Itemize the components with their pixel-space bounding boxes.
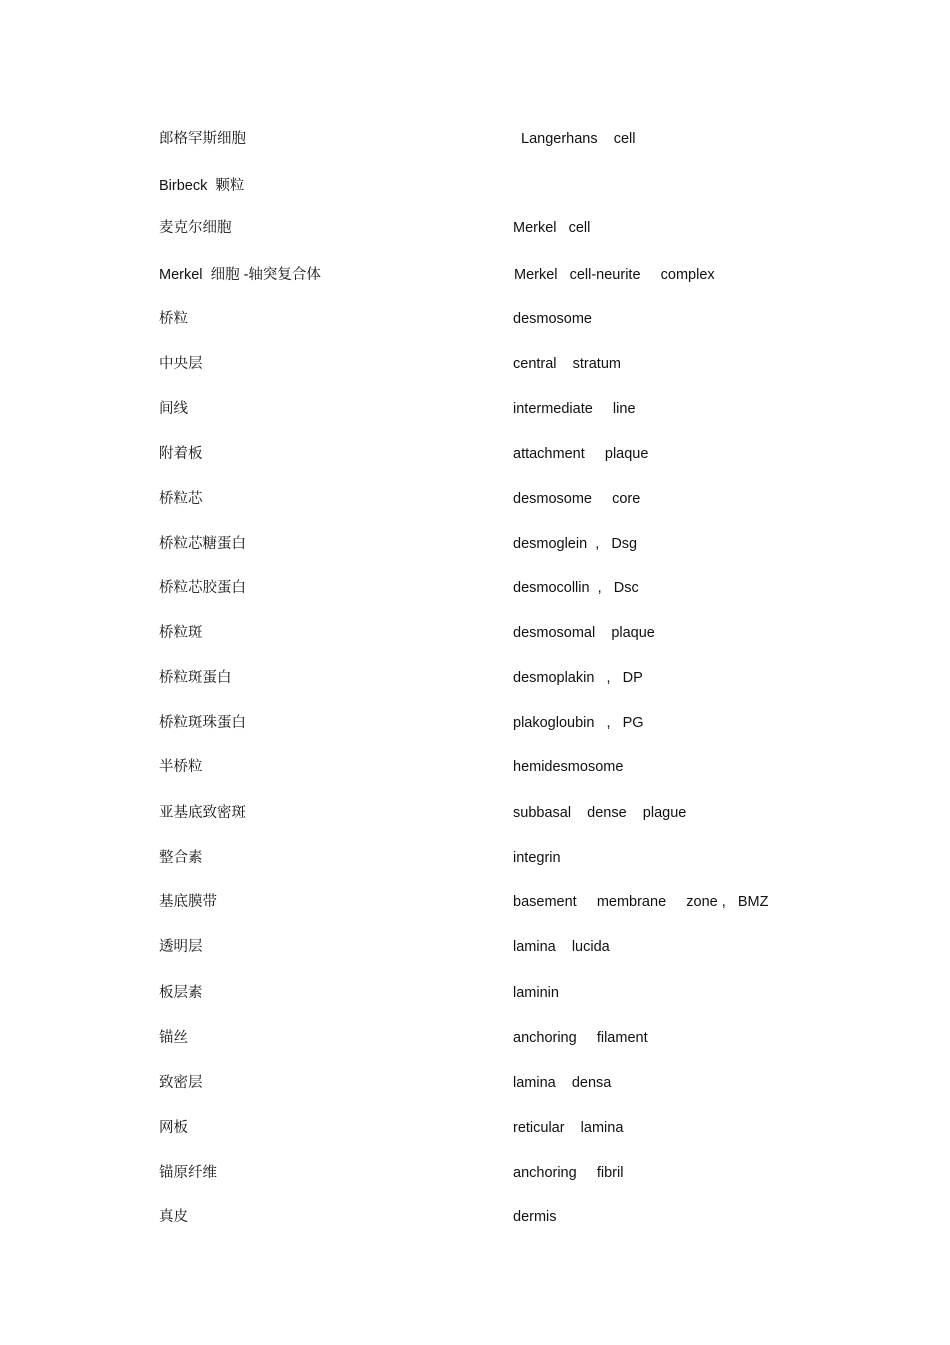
glossary-row: [0, 397, 950, 421]
english-term: hemidesmosome: [513, 759, 624, 775]
chinese-term: 桥粒斑珠蛋白: [159, 715, 246, 731]
english-term: attachment plaque: [513, 446, 649, 462]
english-term: lamina densa: [513, 1075, 612, 1091]
chinese-term: 间线: [159, 401, 188, 417]
english-term: desmosome core: [513, 491, 641, 507]
glossary-row: [0, 174, 950, 198]
glossary-row: [0, 935, 950, 959]
glossary-row: [0, 981, 950, 1005]
glossary-row: [0, 127, 950, 151]
english-term: Langerhans cell: [521, 131, 636, 147]
english-term: desmoglein , Dsg: [513, 536, 638, 552]
glossary-row: [0, 442, 950, 466]
english-term: laminin: [513, 985, 559, 1001]
english-term: lamina lucida: [513, 939, 610, 955]
glossary-row: [0, 1026, 950, 1050]
glossary-row: [0, 216, 950, 240]
english-term: Merkel cell: [513, 220, 591, 236]
chinese-term: 真皮: [159, 1209, 188, 1225]
english-term: desmocollin , Dsc: [513, 580, 639, 596]
chinese-term: 板层素: [159, 985, 203, 1001]
english-term: anchoring fibril: [513, 1165, 624, 1181]
chinese-term: 整合素: [159, 850, 203, 866]
glossary-row: [0, 666, 950, 690]
chinese-term: 桥粒斑: [159, 625, 203, 641]
chinese-term: 桥粒芯: [159, 491, 203, 507]
chinese-term: 桥粒: [159, 311, 188, 327]
english-term: anchoring filament: [513, 1030, 648, 1046]
chinese-term: 透明层: [159, 939, 203, 955]
english-term: basement membrane zone , BMZ: [513, 894, 769, 910]
chinese-term: 致密层: [159, 1075, 203, 1091]
english-term: dermis: [513, 1209, 557, 1225]
chinese-term: 半桥粒: [159, 759, 203, 775]
chinese-term: 郎格罕斯细胞: [159, 131, 246, 147]
glossary-row: [0, 846, 950, 870]
glossary-row: [0, 1205, 950, 1229]
english-term: central stratum: [513, 356, 621, 372]
chinese-term: 桥粒芯糖蛋白: [159, 536, 246, 552]
english-term: plakogloubin , PG: [513, 715, 644, 731]
english-term: intermediate line: [513, 401, 636, 417]
english-term: desmoplakin , DP: [513, 670, 643, 686]
glossary-row: [0, 307, 950, 331]
chinese-term: 麦克尔细胞: [159, 220, 232, 236]
chinese-term: Merkel 细胞 -轴突复合体: [159, 267, 321, 283]
chinese-term: 锚丝: [159, 1030, 188, 1046]
chinese-term: 亚基底致密斑: [159, 805, 246, 821]
glossary-row: [0, 263, 950, 287]
glossary-row: [0, 801, 950, 825]
english-term: desmosomal plaque: [513, 625, 655, 641]
chinese-term: 桥粒芯胶蛋白: [159, 580, 246, 596]
glossary-row: [0, 532, 950, 556]
chinese-term: Birbeck 颗粒: [159, 178, 245, 194]
glossary-row: [0, 576, 950, 600]
chinese-term: 基底膜带: [159, 894, 217, 910]
chinese-term: 中央层: [159, 356, 203, 372]
glossary-row: [0, 352, 950, 376]
english-term: reticular lamina: [513, 1120, 624, 1136]
chinese-term: 锚原纤维: [159, 1165, 217, 1181]
chinese-term: 桥粒斑蛋白: [159, 670, 232, 686]
english-term: Merkel cell-neurite complex: [514, 267, 715, 283]
glossary-row: [0, 755, 950, 779]
glossary-row: [0, 711, 950, 735]
glossary-row: [0, 1161, 950, 1185]
english-term: subbasal dense plague: [513, 805, 687, 821]
glossary-row: [0, 1116, 950, 1140]
glossary-row: [0, 487, 950, 511]
glossary-row: [0, 621, 950, 645]
glossary-row: [0, 890, 950, 914]
english-term: integrin: [513, 850, 561, 866]
english-term: desmosome: [513, 311, 592, 327]
chinese-term: 网板: [159, 1120, 188, 1136]
chinese-term: 附着板: [159, 446, 203, 462]
glossary-row: [0, 1071, 950, 1095]
